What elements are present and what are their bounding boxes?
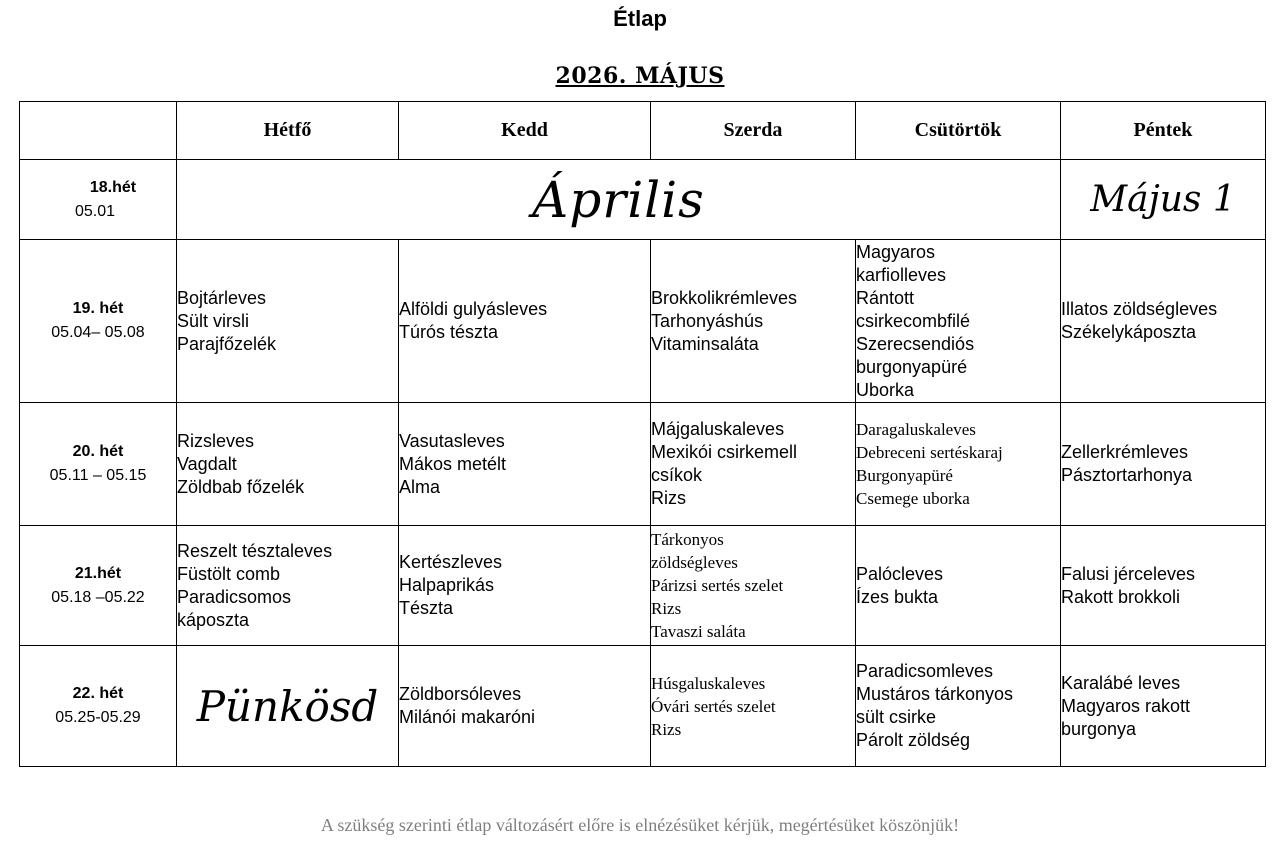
menu-cell-friday bbox=[1061, 646, 1266, 767]
week-row-22 bbox=[20, 646, 1266, 767]
menu-cell-tuesday bbox=[399, 526, 651, 646]
dish-line: Paradicsomleves bbox=[856, 661, 994, 681]
menu-cell-tuesday bbox=[399, 240, 651, 403]
week-number: 18.hét bbox=[89, 178, 137, 196]
menu-cell-friday bbox=[1061, 240, 1266, 403]
dish-line: karfiolleves bbox=[856, 264, 947, 285]
week-number: 20. hét bbox=[72, 443, 124, 460]
dish-line: csíkok bbox=[651, 465, 703, 485]
week-label-cell bbox=[20, 646, 177, 767]
dish-line: Székelykáposzta bbox=[1061, 322, 1197, 342]
dish-line: Vitaminsaláta bbox=[651, 333, 759, 354]
menu-cell-wednesday bbox=[651, 646, 856, 767]
dish-line: Alma bbox=[399, 476, 441, 497]
dish-line: Uborka bbox=[856, 379, 915, 400]
dish-line: zöldségleves bbox=[651, 553, 738, 572]
dish-line: Mákos metélt bbox=[399, 453, 507, 474]
week-dates: 05.04– 05.08 bbox=[51, 324, 145, 341]
dish-line: Zöldbab főzelék bbox=[177, 476, 305, 497]
dish-line: Falusi jérceleves bbox=[1061, 563, 1196, 584]
dish-line: Túrós tészta bbox=[399, 322, 499, 342]
dish-line: Rántott bbox=[856, 287, 915, 308]
dish-line: Bojtárleves bbox=[177, 287, 267, 308]
menu-cell-wednesday bbox=[651, 526, 856, 646]
dish-line: Mustáros tárkonyos bbox=[856, 684, 1014, 704]
dish-line: Párizsi sertés szelet bbox=[651, 576, 784, 595]
dish-line: Húsgaluskaleves bbox=[651, 673, 766, 693]
page-title: Étlap bbox=[613, 6, 667, 31]
dish-line: Debreceni sertéskaraj bbox=[856, 443, 1003, 462]
menu-cell-thursday bbox=[856, 403, 1061, 526]
dish-line: burgonyapüré bbox=[856, 356, 968, 377]
dish-line: Kertészleves bbox=[399, 552, 503, 572]
dish-line: Tarhonyáshús bbox=[651, 310, 764, 331]
week-dates: 05.01 bbox=[75, 202, 116, 220]
week-label-cell bbox=[20, 403, 177, 526]
holiday-april-text: Április bbox=[177, 160, 1061, 240]
day-header-tuesday: Kedd bbox=[399, 102, 651, 160]
dish-line: Paradicsomos bbox=[177, 586, 292, 607]
corner-cell bbox=[20, 102, 177, 160]
menu-cell-tuesday bbox=[399, 646, 651, 767]
dish-line: Halpaprikás bbox=[399, 575, 495, 595]
holiday-pentecost-text: Pünkösd bbox=[177, 646, 399, 767]
dish-line: Zöldborsóleves bbox=[399, 684, 522, 704]
week-row-18 bbox=[20, 160, 1266, 240]
menu-cell-thursday bbox=[856, 526, 1061, 646]
menu-cell-tuesday bbox=[399, 403, 651, 526]
dish-line: Vagdalt bbox=[177, 453, 237, 474]
week-row-20 bbox=[20, 403, 1266, 526]
menu-cell-monday bbox=[177, 403, 399, 526]
dish-line: Ízes bukta bbox=[856, 586, 939, 607]
menu-cell-monday bbox=[177, 240, 399, 403]
dish-line: Palócleves bbox=[856, 563, 944, 584]
dish-line: Rizs bbox=[651, 599, 682, 618]
dish-line: Parajfőzelék bbox=[177, 333, 277, 354]
dish-line: Magyaros rakott bbox=[1061, 695, 1191, 716]
menu-cell-friday bbox=[1061, 526, 1266, 646]
dish-line: Tavaszi saláta bbox=[651, 622, 746, 641]
dish-line: burgonya bbox=[1061, 718, 1137, 739]
menu-cell-thursday bbox=[856, 240, 1061, 403]
menu-cell-wednesday bbox=[651, 240, 856, 403]
dish-line: Pásztortarhonya bbox=[1061, 465, 1193, 485]
dish-line: káposzta bbox=[177, 609, 250, 630]
day-header-friday: Péntek bbox=[1061, 102, 1266, 160]
day-header-monday: Hétfő bbox=[177, 102, 399, 160]
week-label-cell bbox=[20, 526, 177, 646]
menu-table bbox=[19, 101, 1266, 767]
header-row bbox=[20, 102, 1266, 160]
menu-cell-wednesday bbox=[651, 403, 856, 526]
dish-line: Vasutasleves bbox=[399, 430, 505, 451]
dish-line: Csemege uborka bbox=[856, 489, 970, 508]
dish-line: csirkecombfilé bbox=[856, 310, 971, 331]
day-header-wednesday: Szerda bbox=[651, 102, 856, 160]
week-number: 19. hét bbox=[72, 300, 124, 317]
dish-line: Mexikói csirkemell bbox=[651, 442, 798, 462]
menu-cell-friday bbox=[1061, 403, 1266, 526]
day-header-thursday: Csütörtök bbox=[856, 102, 1061, 160]
dish-line: Milánói makaróni bbox=[399, 707, 536, 727]
dish-line: Májgaluskaleves bbox=[651, 419, 785, 439]
dish-line: Reszelt tésztaleves bbox=[177, 540, 333, 561]
week-dates: 05.11 – 05.15 bbox=[49, 467, 147, 484]
dish-line: Rizs bbox=[651, 719, 682, 739]
week-row-19 bbox=[20, 240, 1266, 403]
week-label-cell bbox=[20, 160, 177, 240]
week-dates: 05.18 –05.22 bbox=[51, 588, 145, 606]
dish-line: Párolt zöldség bbox=[856, 730, 971, 750]
week-number: 22. hét bbox=[72, 685, 124, 702]
dish-line: Rizsleves bbox=[177, 430, 255, 451]
dish-line: Brokkolikrémleves bbox=[651, 287, 798, 308]
holiday-may-1-text: Május 1 bbox=[1061, 160, 1266, 240]
dish-line: sült csirke bbox=[856, 707, 937, 727]
week-label-cell bbox=[20, 240, 177, 403]
menu-cell-monday bbox=[177, 526, 399, 646]
dish-line: Alföldi gulyásleves bbox=[399, 299, 548, 319]
menu-cell-thursday bbox=[856, 646, 1061, 767]
week-row-21 bbox=[20, 526, 1266, 646]
dish-line: Tészta bbox=[399, 598, 454, 618]
dish-line: Füstölt comb bbox=[177, 563, 281, 584]
dish-line: Tárkonyos bbox=[651, 530, 724, 549]
month-heading: 2026. MÁJUS bbox=[555, 63, 725, 89]
dish-line: Rizs bbox=[651, 488, 686, 508]
dish-line: Sült virsli bbox=[177, 310, 250, 331]
dish-line: Zellerkrémleves bbox=[1061, 442, 1189, 462]
week-dates: 05.25-05.29 bbox=[55, 709, 141, 726]
dish-line: Szerecsendiós bbox=[856, 333, 975, 354]
week-number: 21.hét bbox=[74, 564, 122, 582]
dish-line: Karalábé leves bbox=[1061, 672, 1181, 693]
footer-note: A szükség szerinti étlap változásért előre is elnézésüket kérjük, megértésüket köszönjük! bbox=[320, 815, 960, 835]
dish-line: Magyaros bbox=[856, 241, 936, 262]
dish-line: Daragaluskaleves bbox=[856, 420, 976, 439]
dish-line: Burgonyapüré bbox=[856, 466, 953, 485]
dish-line: Rakott brokkoli bbox=[1061, 586, 1181, 607]
dish-line: Óvári sertés szelet bbox=[651, 696, 776, 716]
dish-line: Illatos zöldségleves bbox=[1061, 299, 1218, 319]
